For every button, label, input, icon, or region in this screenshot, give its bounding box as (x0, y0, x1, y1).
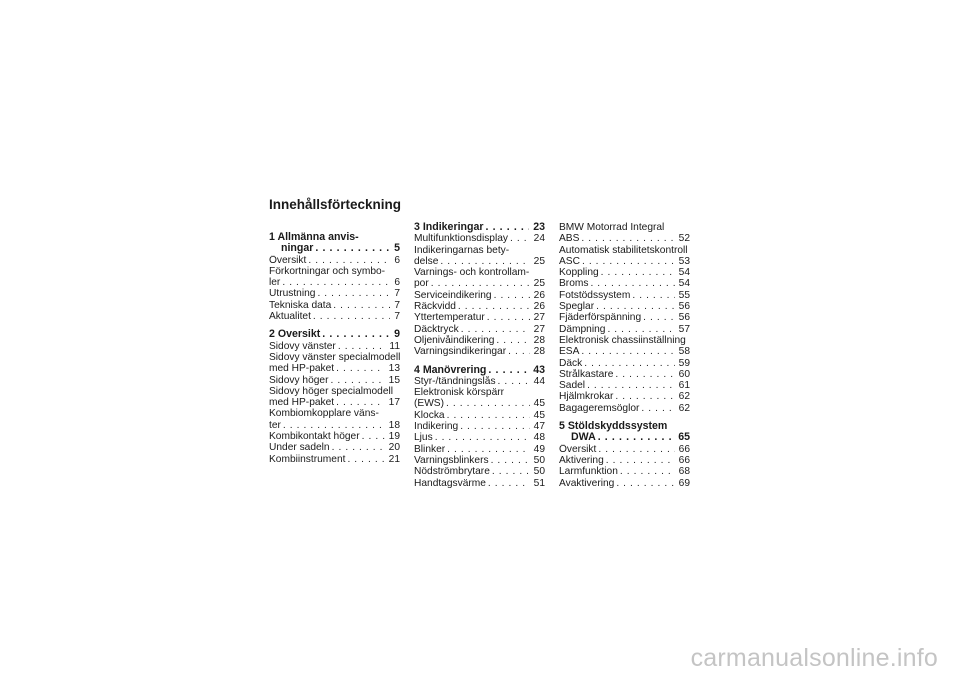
page-number: 24 (533, 233, 545, 245)
dot-leader (458, 301, 530, 312)
toc-entry-text (559, 335, 690, 346)
toc-entry (414, 278, 545, 289)
page-number: 59 (678, 357, 690, 369)
dot-leader (606, 455, 675, 466)
toc-entry-label: Kombiomkopplare väns- (269, 408, 379, 420)
dot-leader (347, 454, 384, 465)
dot-leader (615, 369, 674, 380)
dot-leader (338, 341, 386, 352)
toc-entry (269, 300, 400, 311)
dot-leader (362, 431, 385, 442)
toc-entry-label: Multifunktionsdisplay (414, 233, 508, 245)
toc-entry-label: Ljus (414, 432, 433, 444)
dot-leader (620, 466, 675, 477)
dot-leader (615, 391, 674, 402)
page-number: 54 (678, 278, 690, 290)
dot-leader (616, 478, 674, 489)
page-title: Innehållsförteckning (269, 197, 402, 212)
toc-entry-label: Blinker (414, 443, 446, 455)
page-number: 28 (533, 346, 545, 358)
page-number: 50 (533, 466, 545, 478)
toc-entry (559, 346, 690, 357)
toc-entry (559, 358, 690, 369)
dot-leader (317, 288, 390, 299)
page-number: 62 (678, 402, 690, 414)
toc-entry-label: Nödströmbrytare (414, 466, 490, 478)
page-number: 17 (388, 397, 400, 409)
toc-entry (269, 431, 400, 442)
toc-entry (269, 363, 400, 374)
dot-leader (488, 365, 529, 376)
dot-leader (336, 363, 385, 374)
toc-entry-label: Tekniska data (269, 299, 332, 311)
toc-entry-label: Varningsindikeringar (414, 346, 507, 358)
dot-leader (498, 376, 530, 387)
toc-entry-label: DWA (571, 432, 596, 444)
toc-entry-label: Kombiinstrument (269, 453, 346, 465)
toc-entry (414, 466, 545, 477)
dot-leader (440, 256, 529, 267)
toc-entry-label: Serviceindikering (414, 289, 492, 301)
page-number: 26 (533, 289, 545, 301)
page-number: 61 (678, 380, 690, 392)
page-number: 69 (678, 477, 690, 489)
toc-entry (414, 346, 545, 357)
page-number: 68 (678, 466, 690, 478)
toc-entry-label: por (414, 278, 429, 290)
dot-leader (587, 380, 675, 391)
toc-entry (414, 478, 545, 489)
toc-entry (414, 398, 545, 409)
page-number: 62 (678, 391, 690, 403)
toc-entry-label: Koppling (559, 267, 599, 279)
dot-leader (510, 233, 530, 244)
page-number: 53 (678, 255, 690, 267)
dot-leader (283, 420, 385, 431)
toc-entry (414, 432, 545, 443)
dot-leader (308, 255, 390, 266)
toc-entry-label: delse (414, 255, 439, 267)
toc-entry (269, 341, 400, 352)
page-number: 52 (678, 233, 690, 245)
toc-entry (414, 324, 545, 335)
dot-leader (494, 290, 530, 301)
page-number: 7 (394, 299, 400, 311)
toc-entry-label: Indikering (414, 421, 459, 433)
dot-leader (598, 432, 674, 443)
toc-entry-label: Översikt (269, 254, 307, 266)
toc-entry-label: Aktivering (559, 454, 604, 466)
dot-leader (435, 432, 530, 443)
page-number: 18 (388, 419, 400, 431)
toc-column-3 (559, 222, 690, 489)
page-number: 66 (678, 443, 690, 455)
dot-leader (641, 403, 674, 414)
toc-entry-text (414, 387, 545, 398)
dot-leader (461, 324, 530, 335)
dot-leader (590, 278, 674, 289)
page-number: 25 (533, 278, 545, 290)
toc-entry (269, 311, 400, 322)
toc-entry-label: ler (269, 277, 281, 289)
toc-entry (414, 365, 545, 376)
dot-leader (496, 335, 529, 346)
dot-leader (492, 466, 530, 477)
toc-entry (559, 403, 690, 414)
toc-entry-label: 5 Stöldskyddssystem (559, 421, 668, 433)
toc-entry-label: Aktualitet (269, 311, 311, 323)
page-number: 43 (533, 364, 545, 376)
toc-entry-text (559, 421, 690, 432)
dot-leader (447, 410, 530, 421)
toc-entry-label: Dämpning (559, 323, 606, 335)
page-number: 19 (388, 431, 400, 443)
page-number: 45 (533, 398, 545, 410)
toc-entry (414, 256, 545, 267)
dot-leader (446, 398, 530, 409)
toc-entry (414, 444, 545, 455)
toc-entry-label: (EWS) (414, 398, 444, 410)
toc-entry (269, 397, 400, 408)
toc-entry (414, 335, 545, 346)
dot-leader (584, 358, 674, 369)
toc-entry-text (269, 352, 400, 363)
page-number: 49 (533, 443, 545, 455)
toc-entry-label: Sidovy vänster specialmodell (269, 351, 400, 363)
toc-entry-label: Under sadeln (269, 442, 330, 454)
toc-entry-label: Automatisk stabilitetskontroll (559, 244, 688, 256)
dot-leader (491, 455, 530, 466)
toc-entry (559, 444, 690, 455)
dot-leader (315, 243, 390, 254)
toc-entry-label: Yttertemperatur (414, 312, 485, 324)
toc-entry-label: 3 Indikeringar (414, 222, 484, 233)
toc-entry-label: Räckvidd (414, 301, 456, 313)
toc-entry (269, 454, 400, 465)
toc-entry (559, 278, 690, 289)
page-number: 44 (533, 375, 545, 387)
toc-entry (414, 421, 545, 432)
toc-entry-label: med HP-paket (269, 397, 335, 409)
dot-leader (508, 346, 530, 357)
page-number: 66 (678, 454, 690, 466)
dot-leader (485, 222, 529, 233)
dot-leader (282, 277, 390, 288)
page-number: 6 (394, 277, 400, 289)
toc-entry (269, 277, 400, 288)
dot-leader (460, 421, 529, 432)
dot-leader (333, 300, 390, 311)
toc-entry (414, 455, 545, 466)
page-number: 51 (533, 477, 545, 489)
page-number: 65 (678, 432, 690, 444)
toc-entry-label: Varnings- och kontrollam- (414, 267, 530, 279)
toc-entry-label: Elektronisk chassiinställning (559, 334, 686, 346)
dot-leader (431, 278, 530, 289)
toc-entry (559, 380, 690, 391)
toc-entry-label: Speglar (559, 301, 595, 313)
toc-entry (269, 243, 400, 254)
toc-entry (559, 432, 690, 443)
page-number: 57 (678, 323, 690, 335)
toc-entry-text (414, 267, 545, 278)
page-number: 23 (533, 222, 545, 233)
toc-entry-label: Larmfunktion (559, 466, 618, 478)
toc-entry-text (269, 232, 400, 243)
toc-entry (414, 376, 545, 387)
toc-entry-label: Klocka (414, 409, 445, 421)
toc-entry-text (414, 245, 545, 256)
page-number: 15 (388, 374, 400, 386)
page-number: 54 (678, 267, 690, 279)
toc-entry (559, 290, 690, 301)
toc-entry-label: ABS (559, 233, 580, 245)
page-number: 13 (388, 363, 400, 375)
watermark: carmanualsonline.info (690, 644, 938, 672)
toc-entry (559, 455, 690, 466)
toc-entry (559, 267, 690, 278)
toc-entry-text (559, 222, 690, 233)
page-number: 58 (678, 346, 690, 358)
page-number: 20 (388, 442, 400, 454)
toc-entry-text (269, 266, 400, 277)
dot-leader (332, 442, 385, 453)
toc-entry-label: ningar (281, 243, 314, 255)
page-number: 11 (389, 340, 400, 352)
toc-entry (414, 301, 545, 312)
toc-entry (269, 420, 400, 431)
toc-entry-text (269, 386, 400, 397)
dot-leader (581, 233, 674, 244)
page-number: 7 (394, 311, 400, 323)
toc-entry-label: Strålkastare (559, 368, 614, 380)
page-number: 55 (678, 289, 690, 301)
toc-entry-label: med HP-paket (269, 363, 335, 375)
toc-entry (269, 288, 400, 299)
toc-column-1 (269, 232, 400, 465)
toc-entry (559, 466, 690, 477)
dot-leader (598, 444, 674, 455)
toc-entry-label: Avaktivering (559, 477, 615, 489)
dot-leader (447, 444, 530, 455)
toc-entry (269, 442, 400, 453)
dot-leader (487, 312, 530, 323)
dot-leader (336, 397, 385, 408)
toc-entry (559, 369, 690, 380)
toc-entry (559, 391, 690, 402)
toc-entry (414, 290, 545, 301)
toc-entry (269, 255, 400, 266)
dot-leader (601, 267, 675, 278)
page-number: 5 (394, 243, 400, 255)
page-number: 45 (533, 409, 545, 421)
toc-entry-label: BMW Motorrad Integral (559, 222, 665, 233)
page-number: 48 (533, 432, 545, 444)
toc-entry-label: Fjäderförspänning (559, 312, 642, 324)
toc-entry-label: Indikeringarnas bety- (414, 244, 510, 256)
toc-entry-label: ESA (559, 346, 580, 358)
dot-leader (596, 301, 675, 312)
toc-entry-label: Däck (559, 357, 583, 369)
toc-entry-label: Fotstödssystem (559, 289, 631, 301)
page-number: 56 (678, 312, 690, 324)
toc-column-2 (414, 222, 545, 489)
toc-entry-label: Sidovy höger (269, 374, 329, 386)
toc-entry-label: Sadel (559, 380, 586, 392)
dot-leader (581, 346, 674, 357)
dot-leader (607, 324, 674, 335)
dot-leader (643, 312, 675, 323)
toc-entry (559, 233, 690, 244)
toc-entry-label: 4 Manövrering (414, 364, 487, 376)
page-number: 47 (533, 421, 545, 433)
toc-entry (559, 256, 690, 267)
toc-entry-label: 2 Översikt (269, 329, 321, 341)
toc-entry-label: Handtagsvärme (414, 477, 486, 489)
toc-entry (559, 478, 690, 489)
dot-leader (488, 478, 530, 489)
toc-entry-label: Däcktryck (414, 323, 459, 335)
toc-entry (559, 301, 690, 312)
toc-entry-label: Hjälmkrokar (559, 391, 614, 403)
toc-entry-label: Kombikontakt höger (269, 431, 360, 443)
toc-entry (414, 410, 545, 421)
toc-entry-label: Utrustning (269, 288, 316, 300)
toc-entry-label: Bagageremsöglor (559, 402, 640, 414)
toc-entry-label: Elektronisk körspärr (414, 387, 505, 399)
toc-entry (269, 329, 400, 340)
toc-entry (414, 312, 545, 323)
dot-leader (632, 290, 674, 301)
toc-entry-label: Sidovy höger specialmodell (269, 385, 394, 397)
page-number: 56 (678, 301, 690, 313)
page-number: 27 (533, 312, 545, 324)
toc-entry-label: ter (269, 419, 281, 431)
page-number: 9 (394, 329, 400, 341)
toc-entry-text (559, 245, 690, 256)
toc-entry-text (269, 408, 400, 419)
toc-entry-label: Broms (559, 278, 589, 290)
toc-entry-label: Översikt (559, 443, 597, 455)
toc-entry (559, 324, 690, 335)
toc-entry (269, 375, 400, 386)
page-number: 6 (394, 254, 400, 266)
page-number: 26 (533, 301, 545, 313)
toc-entry-label: Sidovy vänster (269, 340, 336, 352)
page-number: 28 (533, 334, 545, 346)
dot-leader (322, 329, 390, 340)
toc-entry-label: 1 Allmänna anvis- (269, 232, 359, 243)
page-number: 50 (533, 454, 545, 466)
toc-entry-label: ASC (559, 255, 580, 267)
dot-leader (582, 256, 675, 267)
page-number: 25 (533, 255, 545, 267)
dot-leader (330, 375, 384, 386)
toc-entry-label: Varningsblinkers (414, 454, 489, 466)
toc-entry-label: Förkortningar och symbo- (269, 265, 386, 277)
page-number: 7 (394, 288, 400, 300)
page-number: 21 (388, 453, 400, 465)
page-number: 27 (533, 323, 545, 335)
toc-entry-label: Oljenivåindikering (414, 334, 495, 346)
toc-entry (414, 233, 545, 244)
toc-entry (559, 312, 690, 323)
page-number: 60 (678, 368, 690, 380)
dot-leader (313, 311, 390, 322)
toc-entry-label: Styr-/tändningslås (414, 375, 496, 387)
toc-entry (414, 222, 545, 233)
